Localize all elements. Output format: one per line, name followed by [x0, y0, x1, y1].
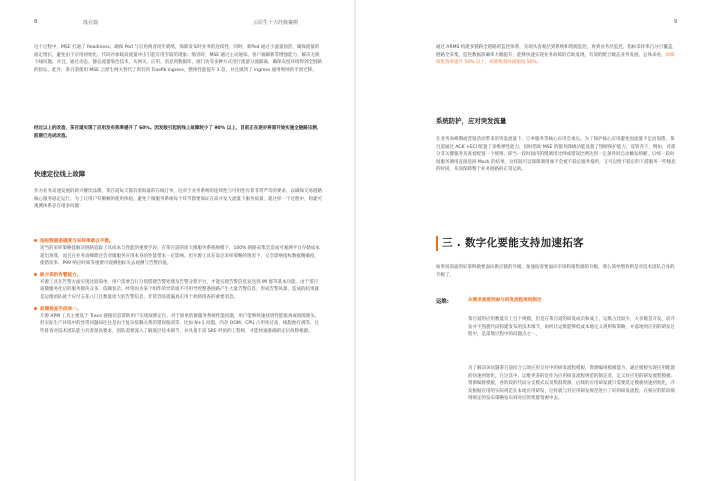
- section-title-fault-location: 快速定位线上故障: [34, 170, 86, 178]
- left-page-number: 8: [34, 19, 38, 25]
- ops-paragraph-2: 为了解决该问题茶百道结合云效应用交付中的研发流程模板、资源编排模板能力，通过模板实现应用配置的快速初始化，在这其中，运维更多的是作为应用研发流程规范的制定者，定义好应用的研发流程模板、资源编排模板，各阶段的代码分支模式以及集群资源，后续的应用研发就只需要选定模板快速初始化，开发根据应用的实际规范在本地应用研发，这样就与对应用研发规范进行了好的研发流程，在相应的阶段规则规定的发布策略发布到对应的集群资源中去。: [468, 366, 675, 402]
- bullet-dot-icon: [34, 273, 37, 276]
- section-paragraph: 作为业务高速发展的新兴餐饮品牌，茶百道每天都有着海量的在线订单，这对于业务系统的连续性与可用性有着非常严苛的要求，以确保交易链路核心服务稳定运行。为了让用户有顺畅的使用体验，避免个微服务系统每个环节都要保证在高并发大流量下服务质量，就这样一个过程中，构建可观测体系存在诸多问题：: [34, 189, 322, 210]
- bullet-text: 开源工具在告警方面实现比较简单，用户需要自行分别搭建告警处理及告警分派平台，才能实现告警信息发送到 IM 群等基本功能。由于茶百道微服务化后的服务模块众多、依赖复杂，经常因为某个组件的异常或不可用导致整条链路产生大量告警信息，形成告警风暴，造成的结果就是运维团队疲于应付五花八门且数量庞大的告警信息，非常容易遗漏真正用于故障排查的重要消息。: [40, 279, 319, 300]
- right-page: [356, 0, 710, 481]
- top-paragraph-highlight: 故障恢复效率提升 50% 以上，故障恢复时间缩短 50%。: [436, 52, 675, 66]
- top-paragraph-text: 通过 ARMS 构建多链路全链路的监控体系，实现从客观层到系统和资源监控，再到业务层监控，指标采样率百分百覆盖，链路全采集，监控数据准确率大幅提升，能够快速实现业务故障的自助发现，有效的配合敏态业务发展。总体来看，: [436, 45, 677, 58]
- ops-tag-heading: 从需求承接到参与研发流程规则制定: [468, 298, 542, 303]
- bullet-text: 开源 APM 工具主要基于 Trace 链路信息帮助用户实现故障定位。对于简单的微服务系统性能问题，用户能够快速找到性能瓶颈或故障源头，但实际生产环境中的异常问题却往往是由于复杂依赖关系的错误瓶颈等，比如 N+1 问题、内存 OOM、CPU 占用率过高、线程池打满等，这些排查对技术团队能力有着很高要求，团队需要深入了解底层技术细节，并具备丰富 SRE 经验的工程师，才能快速准确的定位故障根源。: [40, 313, 320, 334]
- bullet-text: 适当的采样策略能解决链路追踪工具成本与性能的重要手段。在茶百道的庞大微服务系统规模下，100% 链路采集会造成可观测平台存储成本超出预算，而且在业务高峰期还会对微服务应用本身的性能带来一定影响。但开源工具在设定采样策略的情况下，又会影响指标数据精确度，使错误率、P99 响应时间等重要可观测指标失去观测与告警价值。: [40, 246, 320, 267]
- bullet-dot-icon: [34, 307, 37, 310]
- bullet-dot-icon: [34, 239, 37, 242]
- section2-paragraph: 在业务高峰期或营销活动带来的突发流量下，订单服务等核心应用会承压。为了保护核心应用避免因流量不足而崩溃，茶百道通过 ACK +ECI 配置了多维弹性能力，同时借助 MSE 的服务降级功能设置了熔断保护能力，双管齐下，例如，对部分非关键服务及查看配置一个规则，即当一段时间内的慢调用比例或错误比例达到一定条件时自动触发熔断，后续一段时间服务调用直接返回 Mock 的结果，这样既可以保障调用端不会被不稳定服务拖垮，又可以给不稳定的下游服务一些喘息的时间，从而保障整个业务链路的正常运转。: [436, 137, 676, 173]
- chapter-paragraph: 如果说前面的好茶鲜做要面向供应链的升级，加速拓客要面向市场和销售端的升级，那么简单增效则是对技术团队自身的升级了。: [436, 265, 675, 278]
- right-page-number: 9: [674, 19, 678, 25]
- chapter-title: 三 . 数字化要能支持加速拓客: [442, 237, 584, 249]
- left-page: [0, 0, 354, 481]
- bullet-title: 指标数据准确度与采样率难以平衡。: [40, 239, 114, 244]
- bullet-list: [34, 238, 322, 335]
- bullet-item: [34, 272, 322, 302]
- left-header-center: 落在篇: [83, 20, 99, 26]
- bullet-item: [34, 238, 322, 268]
- top-paragraph: [436, 44, 678, 67]
- bullet-title: 缺少高阶告警能力。: [40, 272, 82, 278]
- section-title-system-protection: 系统防护，应对突发流量: [436, 117, 507, 125]
- result-paragraph: 经过以上的改造，茶百道实现了应用发布效率提升了 60%。因发版引起的线上故障较少了 90% 以上，目前正在逐步将原开始实施全链路压测，前期已完成改造。: [34, 126, 322, 139]
- bullet-item: [34, 306, 322, 336]
- left-header-title: 云原生十大经典案例: [253, 20, 299, 26]
- ops-paragraph-1: 茶百道的应用数量有上百个规模，但是在茶百道的研发成员和成上，运维占比较少，大多数是开发，而开发并不熟悉代码构建发布的技术细节，如何让运维能够低成本地定义规则和策略，并落地到应用的研发过程中，是落地过程中的问题点之一。: [468, 317, 675, 338]
- chapter-accent-bar: [436, 236, 438, 251]
- bullet-title: 故障排查手段单一。: [40, 306, 82, 312]
- intro-paragraph: 这个过程中，MSE 打通了 Readiness、确保 Pod 与应用两者同步就绪，保障发布时业务的连续性；同时，新Pod 通过小流量预热，确保流量的稳定增长，避免由于应用初始化、代码冷加载高流量冲击引起应用雪崩的现象；缩容时，MSE 通过主动通知、客户端刷新等增强能力，解决无损下线问题。并且，通过动态、静态流量染色技术，从网关、应用、消息到数据库，端门访等多种方式进行流量分流隔离，确保灰度环境得到全链路的验证。此外，茶百道使用 MSE 云原生网关替代了原有的 Traefik ingress，整体性能提升 1 倍，并且做到了 ingress 通用规则的平滑迁移。: [34, 45, 322, 73]
- ops-tag-label: 运维:: [436, 299, 449, 305]
